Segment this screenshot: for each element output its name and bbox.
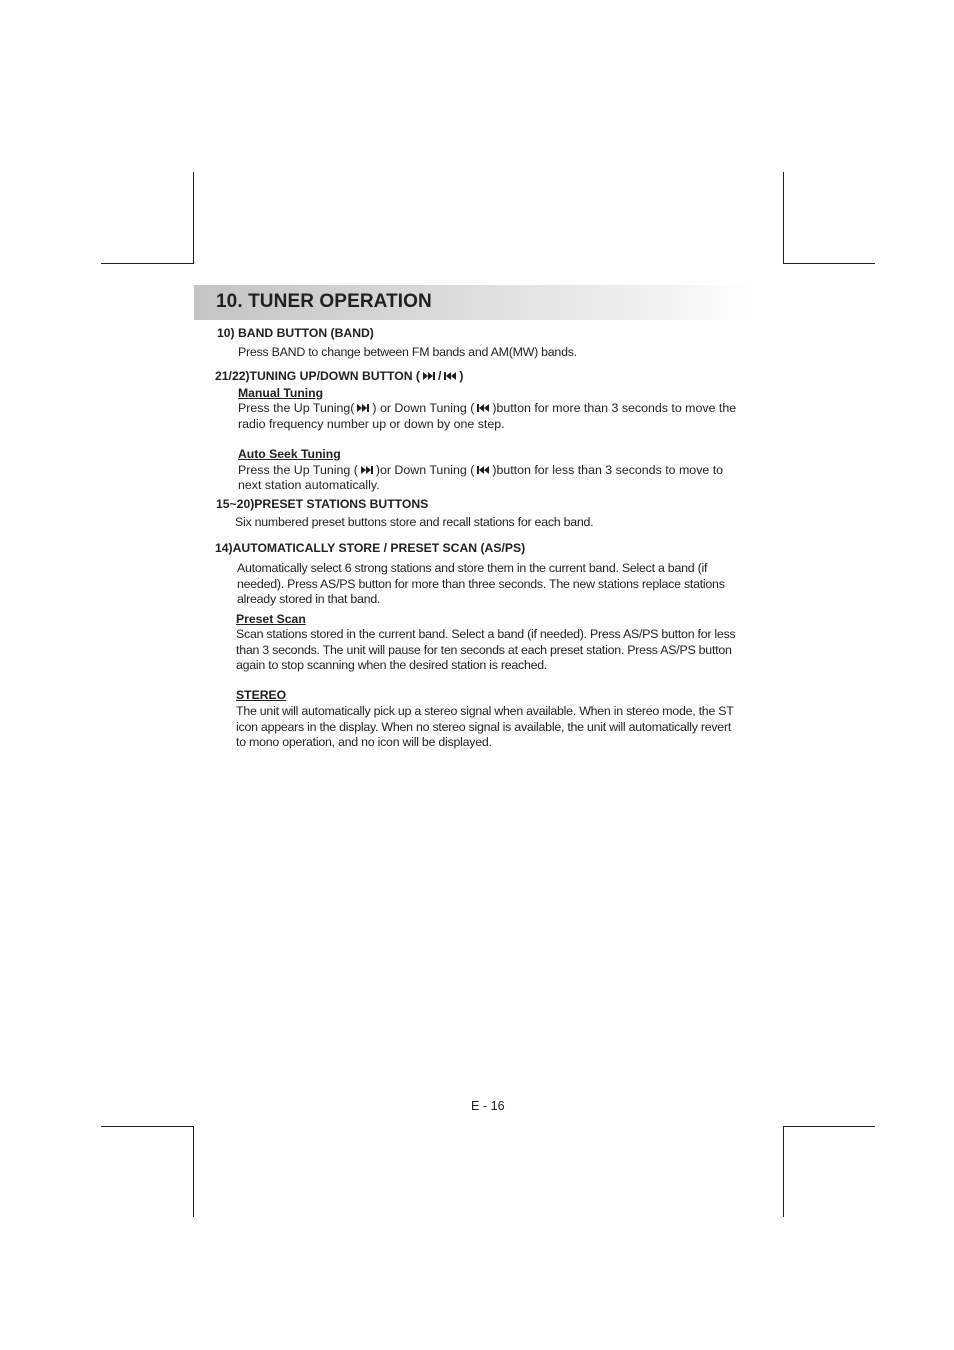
skip-next-icon xyxy=(422,371,436,381)
manual-tuning-text-a: Press the Up Tuning( xyxy=(238,401,355,415)
crop-mark-top-right-horizontal xyxy=(783,263,875,264)
skip-next-icon xyxy=(356,403,370,413)
crop-mark-top-right-vertical xyxy=(783,172,784,264)
band-heading: 10) BAND BUTTON (BAND) xyxy=(217,326,374,340)
preset-text: Six numbered preset buttons store and recall stations for each band. xyxy=(235,515,594,529)
page-number: E - 16 xyxy=(471,1099,505,1113)
crop-mark-bottom-left-vertical xyxy=(193,1126,194,1217)
preset-scan-line: again to stop scanning when the desired station is reached. xyxy=(236,658,548,673)
page-title: 10. TUNER OPERATION xyxy=(216,291,432,312)
auto-seek-text-a: Press the Up Tuning ( xyxy=(238,463,358,477)
preset-scan-title: Preset Scan xyxy=(236,612,306,626)
manual-tuning-text-b: ) or Down Tuning ( xyxy=(372,401,475,415)
stereo-paragraph xyxy=(236,704,734,751)
manual-tuning-text-c: )button for more than 3 seconds to move the xyxy=(492,401,737,415)
crop-mark-bottom-right-vertical xyxy=(783,1126,784,1217)
preset-scan-line: than 3 seconds. The unit will pause for ten seconds at each preset station. Press AS/PS button xyxy=(236,642,732,657)
stereo-line: icon appears in the display. When no stereo signal is available, the unit will automatically revert xyxy=(236,719,732,734)
auto-seek-text-c: )button for less than 3 seconds to move to xyxy=(492,463,724,477)
tuning-heading-suffix: ) xyxy=(459,369,464,383)
asps-line: Automatically select 6 strong stations and store them in the current band. Select a band (if xyxy=(237,561,708,575)
tuning-heading-prefix: 21/22)TUNING UP/DOWN BUTTON ( xyxy=(215,369,420,383)
auto-seek-line-1 xyxy=(238,463,723,479)
skip-next-icon xyxy=(360,465,374,475)
crop-mark-bottom-right-horizontal xyxy=(783,1126,875,1127)
tuning-heading-separator: / xyxy=(437,369,442,383)
stereo-line: The unit will automatically pick up a stereo signal when available. When in stereo mode, the ST xyxy=(236,704,734,718)
stereo-title: STEREO xyxy=(236,688,287,702)
auto-seek-text-b: )or Down Tuning ( xyxy=(375,463,475,477)
manual-tuning-line-2: radio frequency number up or down by one step. xyxy=(238,417,505,431)
crop-mark-bottom-left-horizontal xyxy=(101,1126,194,1127)
section-title-banner xyxy=(194,285,754,320)
preset-heading: 15~20)PRESET STATIONS BUTTONS xyxy=(216,497,429,511)
asps-heading: 14)AUTOMATICALLY STORE / PRESET SCAN (AS/PS) xyxy=(215,541,526,555)
skip-previous-icon xyxy=(476,403,490,413)
manual-tuning-line-1 xyxy=(238,401,736,417)
crop-mark-top-left-horizontal xyxy=(101,263,194,264)
skip-previous-icon xyxy=(443,371,457,381)
manual-tuning-title: Manual Tuning xyxy=(238,386,324,400)
preset-scan-line: Scan stations stored in the current band. Select a band (if needed). Press AS/PS button for less xyxy=(236,627,736,641)
auto-seek-line-2: next station automatically. xyxy=(238,478,380,492)
crop-mark-top-left-vertical xyxy=(193,172,194,264)
asps-paragraph xyxy=(237,561,725,608)
asps-line: already stored in that band. xyxy=(237,592,381,607)
asps-line: needed). Press AS/PS button for more than three seconds. The new stations replace stations xyxy=(237,576,725,591)
preset-scan-paragraph xyxy=(236,627,735,674)
band-text: Press BAND to change between FM bands and AM(MW) bands. xyxy=(238,345,577,359)
stereo-line: to mono operation, and no icon will be displayed. xyxy=(236,735,492,750)
tuning-heading xyxy=(215,369,463,385)
auto-seek-title: Auto Seek Tuning xyxy=(238,447,341,461)
skip-previous-icon xyxy=(476,465,490,475)
